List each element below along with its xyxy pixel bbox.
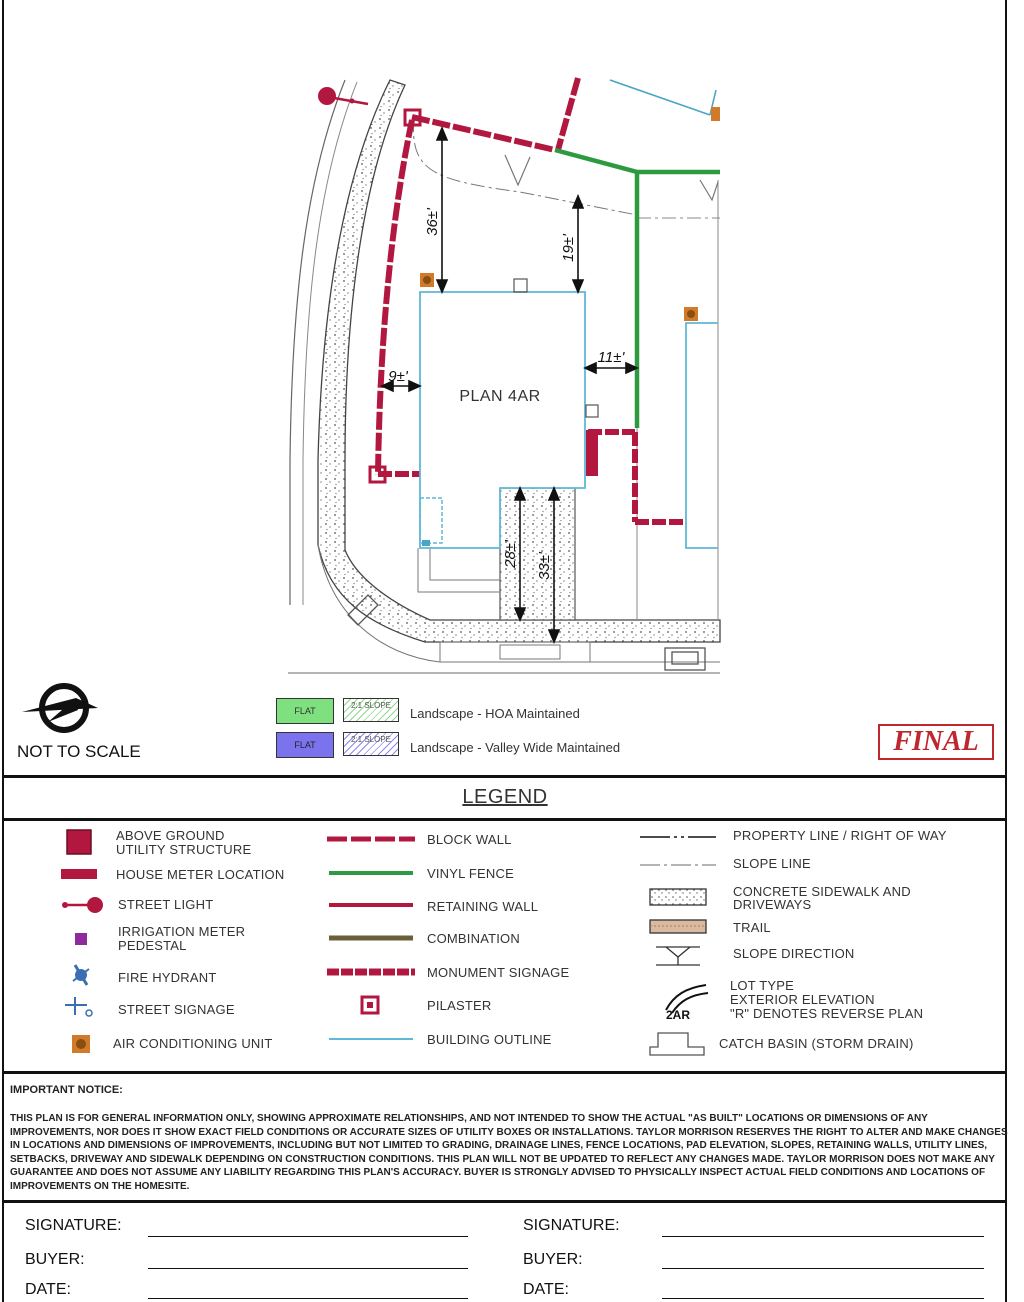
svg-text:2AR: 2AR — [666, 1008, 691, 1022]
ac-unit-icon — [711, 107, 720, 121]
date-line-left[interactable] — [148, 1298, 468, 1299]
landscape-valley-text: Landscape - Valley Wide Maintained — [410, 740, 621, 755]
street-light-icon — [318, 87, 368, 105]
signature-label-right: SIGNATURE: — [523, 1217, 620, 1234]
utility-structure-icon — [67, 830, 91, 854]
legend-fire-hydrant: FIRE HYDRANT — [118, 970, 217, 985]
legend-street-light: STREET LIGHT — [118, 897, 214, 912]
ac-unit-icon — [420, 273, 434, 287]
legend-catch-basin: CATCH BASIN (STORM DRAIN) — [719, 1036, 914, 1051]
legend-street-signage: STREET SIGNAGE — [118, 1002, 235, 1017]
pilaster-icon — [362, 997, 378, 1013]
legend-block-wall: BLOCK WALL — [427, 832, 512, 847]
dim-9: 9±' — [388, 368, 408, 385]
legend-property-line: PROPERTY LINE / RIGHT OF WAY — [733, 828, 947, 843]
legend-ac-unit: AIR CONDITIONING UNIT — [113, 1036, 273, 1051]
signature-label-left: SIGNATURE: — [25, 1217, 122, 1234]
signature-line-right[interactable] — [662, 1236, 984, 1237]
legend-trail: TRAIL — [733, 920, 771, 935]
concrete-icon — [650, 889, 706, 905]
slope-box-green: 2:1 SLOPE — [343, 698, 399, 722]
date-label-right: DATE: — [523, 1281, 569, 1298]
legend-monument-signage: MONUMENT SIGNAGE — [427, 965, 570, 980]
legend-pilaster: PILASTER — [427, 998, 492, 1013]
legend-irrigation-meter: IRRIGATION METER PEDESTAL — [118, 924, 246, 953]
date-label-left: DATE: — [25, 1281, 71, 1298]
fire-hydrant-icon — [73, 965, 89, 985]
landscape-hoa-text: Landscape - HOA Maintained — [410, 706, 580, 721]
legend-house-meter: HOUSE METER LOCATION — [116, 867, 285, 882]
divider-plot-legend — [2, 775, 1007, 778]
final-stamp: FINAL — [878, 724, 994, 760]
buyer-label-left: BUYER: — [25, 1251, 85, 1268]
scale-note: NOT TO SCALE — [17, 742, 141, 761]
street-light-icon — [62, 897, 103, 913]
divider-notice-signature — [2, 1200, 1007, 1203]
irrigation-meter-icon — [75, 933, 87, 945]
legend-lot-type: LOT TYPE EXTERIOR ELEVATION "R" DENOTES REVERSE PLAN — [730, 978, 924, 1021]
notice-body: THIS PLAN IS FOR GENERAL INFORMATION ONLY, SHOWING APPROXIMATE RELATIONSHIPS, AND NOT INTENDED TO SHOW THE ACTUAL "AS BUILT" LOCATIONS OR DIMENSIONS OF ANY IMPROVEMENTS, NOR DOES IT SHOW EXACT FIELD CONDITIONS OR ACCURATE SIZES OF UTILITY BOXES OR INSTALLATIONS. TAYLOR MORRISON RESERVES THE RIGHT TO ALTER AND MAKE CHANGES IN LOCATIONS AND DIMENSIONS OF IMPROVEMENTS, INCLUDING BUT NOT LIMITED TO GRADING, DRAINAGE LINES, FENCE LOCATIONS, PAD ELEVATION, SLOPES, RETAINING WALLS, UTILITY LINES, SETBACKS, DRIVEWAY AND SIDEWALK DEPENDING ON CONSTRUCTION CONDITIONS. THIS PLAN WILL NOT BE UPDATED TO REFLECT ANY CHANGES MADE. TAYLOR MORRISON DOES NOT MAKE ANY GUARANTEE AND DOES NOT ASSUME ANY LIABILITY REGARDING THIS PLAN'S ACCURACY. BUYER IS STRONGLY ADVISED TO PHYSICALLY INSPECT ACTUAL FIELD CONDITIONS AND LOCATIONS OF IMPROVEMENTS ON THE HOMESITE. — [10, 1113, 1008, 1192]
legend-concrete: CONCRETE SIDEWALK AND DRIVEWAYS — [733, 884, 911, 912]
signature-line-left[interactable] — [148, 1236, 468, 1237]
legend-slope-line: SLOPE LINE — [733, 856, 811, 871]
buyer-line-right[interactable] — [662, 1268, 984, 1269]
catch-basin-icon — [665, 648, 705, 670]
dim-36: 36±' — [424, 208, 441, 236]
legend-vinyl-fence: VINYL FENCE — [427, 866, 514, 881]
divider-legend-title — [2, 818, 1007, 821]
buyer-line-left[interactable] — [148, 1268, 468, 1269]
buyer-label-right: BUYER: — [523, 1251, 583, 1268]
house-meter-icon — [61, 869, 97, 879]
legend-title: LEGEND — [462, 786, 548, 808]
legend-combination: COMBINATION — [427, 931, 520, 946]
plan-label: PLAN 4AR — [459, 388, 541, 405]
dim-28: 28±' — [502, 540, 519, 568]
notice-title: IMPORTANT NOTICE: — [10, 1084, 123, 1096]
dim-19: 19±' — [560, 234, 577, 262]
legend-retaining-wall: RETAINING WALL — [427, 899, 539, 914]
legend-icons-col1 — [55, 825, 115, 1065]
legend-icons-col2 — [325, 825, 420, 1055]
trail-icon — [650, 920, 706, 933]
legend-icons-col3 — [636, 825, 728, 1065]
lot-type-icon — [666, 985, 708, 1022]
slope-direction-icon — [656, 947, 700, 965]
catch-basin-icon — [650, 1033, 704, 1055]
dim-33: 33±' — [536, 552, 553, 580]
north-arrow-icon — [18, 676, 100, 740]
divider-legend-notice — [2, 1071, 1007, 1074]
flat-box-purple: FLAT — [276, 732, 334, 758]
legend-utility-structure: ABOVE GROUND UTILITY STRUCTURE — [116, 828, 252, 857]
dim-11: 11±' — [597, 349, 625, 366]
street-signage-icon — [65, 997, 92, 1016]
legend-building-outline: BUILDING OUTLINE — [427, 1032, 552, 1047]
ac-unit-icon — [684, 307, 698, 321]
legend-slope-direction: SLOPE DIRECTION — [733, 946, 855, 961]
date-line-right[interactable] — [662, 1298, 984, 1299]
flat-box-green: FLAT — [276, 698, 334, 724]
ac-unit-icon — [72, 1035, 90, 1053]
slope-box-purple: 2:1 SLOPE — [343, 732, 399, 756]
